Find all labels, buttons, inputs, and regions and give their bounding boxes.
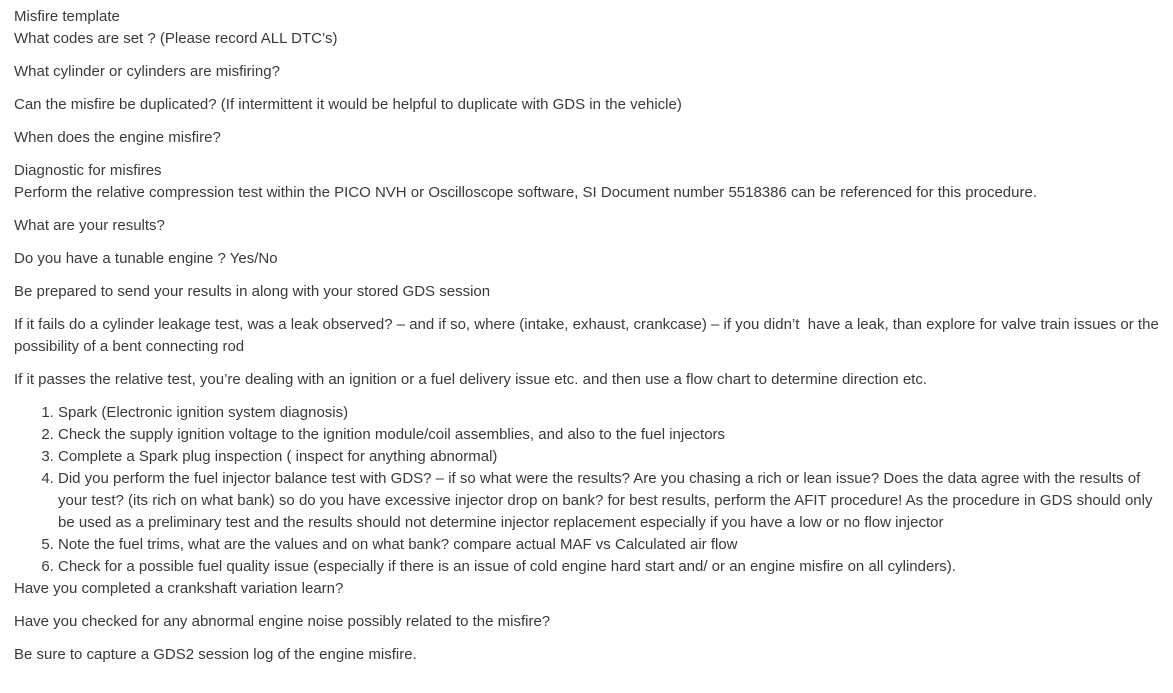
list-item: 2. Check the supply ignition voltage to the ignition module/coil assemblies, and also to the fuel injectors xyxy=(58,424,1159,446)
question-cylinders: What cylinder or cylinders are misfiring? xyxy=(14,63,280,80)
capture-session-note: Be sure to capture a GDS2 session log of the engine misfire. xyxy=(14,646,417,663)
list-item: 3. Complete a Spark plug inspection ( inspect for anything abnormal) xyxy=(58,446,1159,468)
document-title: Misfire template xyxy=(14,8,120,25)
list-item: 6. Check for a possible fuel quality issue (especially if there is an issue of cold engine hard start and/ or an engine misfire on all cylinders). xyxy=(58,556,1159,578)
question-crankshaft: Have you completed a crankshaft variation learn? xyxy=(14,580,344,597)
if-passes-paragraph: If it passes the relative test, you’re dealing with an ignition or a fuel delivery issue etc. and then use a flow chart to determine direction etc. xyxy=(14,371,927,388)
question-when: When does the engine misfire? xyxy=(14,129,221,146)
list-item: 4. Did you perform the fuel injector balance test with GDS? – if so what were the results? Are you chasing a rich or lean issue? Does the data agree with the results of your test? (its rich on what bank) so do you have excessive injector drop on bank? for best results, perform the AFIT procedure! As the procedure in GDS should only be used as a preliminary test and the results should not determine injector replacement especially if you have a low or no flow injector xyxy=(58,468,1159,534)
list-item: 5. Note the fuel trims, what are the values and on what bank? compare actual MAF vs Calculated air flow xyxy=(58,534,1159,556)
question-duplicate: Can the misfire be duplicated? (If intermittent it would be helpful to duplicate with GDS in the vehicle) xyxy=(14,96,682,113)
send-results-note: Be prepared to send your results in along with your stored GDS session xyxy=(14,283,491,300)
list-item: 1. Spark (Electronic ignition system diagnosis) xyxy=(58,402,1159,424)
question-noise: Have you checked for any abnormal engine noise possibly related to the misfire? xyxy=(14,613,551,630)
question-tunable: Do you have a tunable engine ? Yes/No xyxy=(14,250,278,267)
diagnostic-steps-list xyxy=(14,402,1159,578)
if-fails-paragraph: If it fails do a cylinder leakage test, was a leak observed? – and if so, where (intake, exhaust, crankcase) – if you didn’t have a leak, than explore for valve train issues or the possibility of a bent connecting rod xyxy=(14,316,1163,355)
diagnostic-heading: Diagnostic for misfires xyxy=(14,162,162,179)
question-codes: What codes are set ? (Please record ALL DTC’s) xyxy=(14,30,338,47)
question-results: What are your results? xyxy=(14,217,165,234)
diagnostic-instruction: Perform the relative compression test within the PICO NVH or Oscilloscope software, SI Document number 5518386 can be referenced for this procedure. xyxy=(14,184,1037,201)
